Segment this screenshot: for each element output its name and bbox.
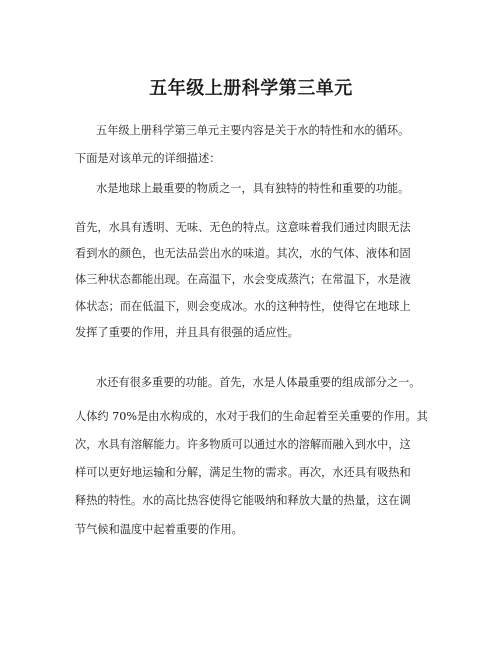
intro-line-2: 下面是对该单元的详细描述：	[75, 152, 221, 165]
paragraph1-line-3: 看到水的颜色，也无法品尝出水的味道。其次，水的气体、液体和固	[75, 247, 411, 260]
paragraph2-line-4: 样可以更好地运输和分解，满足生物的需求。再次，水还具有吸热和	[75, 466, 411, 479]
paragraph2-line-1: 水还有很多重要的功能。首先，水是人体最重要的组成部分之一。	[96, 376, 421, 389]
paragraph1-line-2: 首先，水具有透明、无味、无色的特点。这意味着我们通过肉眼无法	[75, 221, 411, 234]
paragraph1-line-4: 体三种状态都能出现。在高温下，水会变成蒸汽；在常温下，水是液	[75, 273, 411, 286]
paragraph2-line-2: 人体约 70%是由水构成的，水对于我们的生命起着至关重要的作用。其	[75, 410, 428, 423]
intro-line-1: 五年级上册科学第三单元主要内容是关于水的特性和水的循环。	[96, 124, 410, 137]
paragraph2-line-5: 释热的特性。水的高比热容使得它能吸纳和释放大量的热量，这在调	[75, 494, 411, 507]
paragraph1-line-6: 发挥了重要的作用，并且具有很强的适应性。	[75, 326, 299, 339]
paragraph1-line-1: 水是地球上最重要的物质之一，具有独特的特性和重要的功能。	[96, 182, 410, 195]
page-title: 五年级上册科学第三单元	[149, 78, 353, 99]
paragraph1-line-5: 体状态；而在低温下，则会变成冰。水的这种特性，使得它在地球上	[75, 300, 411, 313]
paragraph2-line-6: 节气候和温度中起着重要的作用。	[75, 523, 243, 536]
paragraph2-line-3: 次，水具有溶解能力。许多物质可以通过水的溶解而融入到水中，这	[75, 438, 411, 451]
